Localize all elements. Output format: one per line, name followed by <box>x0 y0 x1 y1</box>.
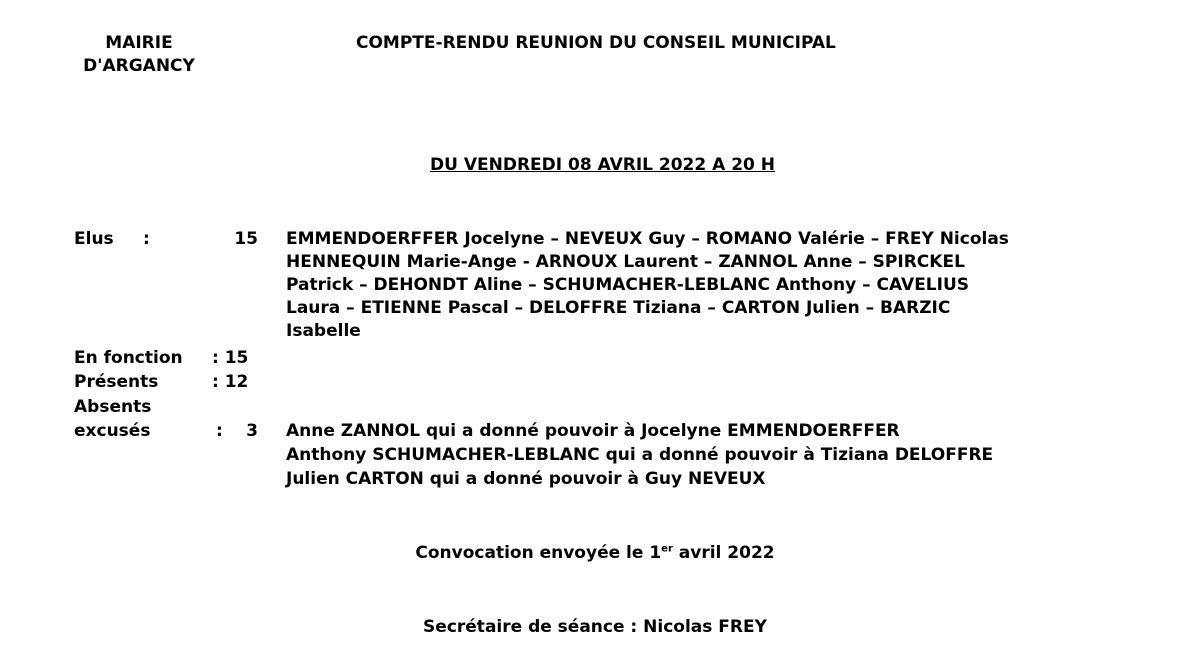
convocation-suffix: avril 2022 <box>672 543 775 563</box>
mairie-line-1: MAIRIE <box>105 33 173 53</box>
elus-names-line: Isabelle <box>286 321 361 341</box>
document-title: COMPTE-RENDU REUNION DU CONSEIL MUNICIPAL <box>356 33 836 53</box>
elus-label: Elus <box>74 229 114 249</box>
absents-count: 3 <box>246 421 258 441</box>
absence-proxy-line: Anthony SCHUMACHER-LEBLANC qui a donné pouvoir à Tiziana DELOFFRE <box>286 445 994 465</box>
convocation-ordinal: er <box>661 543 673 555</box>
absents-label-line-2: excusés <box>74 421 151 441</box>
elus-names <box>286 228 1166 343</box>
convocation-prefix: Convocation envoyée le 1 <box>415 543 662 563</box>
mairie-header <box>74 32 204 78</box>
absence-proxy-line: Julien CARTON qui a donné pouvoir à Guy NEVEUX <box>286 469 766 489</box>
en-fonction-label: En fonction <box>74 348 183 368</box>
elus-colon: : <box>143 229 150 249</box>
elus-names-line: HENNEQUIN Marie-Ange - ARNOUX Laurent – ZANNOL Anne – SPIRCKEL <box>286 252 965 272</box>
absents-colon: : <box>216 421 223 441</box>
absence-proxy-line: Anne ZANNOL qui a donné pouvoir à Jocelyne EMMENDOERFFER <box>286 421 900 441</box>
absents-label-line-1: Absents <box>74 397 152 417</box>
convocation-date <box>0 542 1190 565</box>
meeting-date: DU VENDREDI 08 AVRIL 2022 A 20 H <box>430 155 776 175</box>
elus-names-line: Laura – ETIENNE Pascal – DELOFFRE Tiziana – CARTON Julien – BARZIC <box>286 298 951 318</box>
mairie-line-2: D'ARGANCY <box>83 56 195 76</box>
presents-value: : 12 <box>212 372 249 392</box>
en-fonction-value: : 15 <box>212 348 249 368</box>
elus-count: 15 <box>234 229 258 249</box>
secretaire-de-seance: Secrétaire de séance : Nicolas FREY <box>423 617 767 637</box>
presents-label: Présents <box>74 372 159 392</box>
elus-names-line: EMMENDOERFFER Jocelyne – NEVEUX Guy – ROMANO Valérie – FREY Nicolas <box>286 229 1009 249</box>
elus-names-line: Patrick – DEHONDT Aline – SCHUMACHER-LEBLANC Anthony – CAVELIUS <box>286 275 970 295</box>
